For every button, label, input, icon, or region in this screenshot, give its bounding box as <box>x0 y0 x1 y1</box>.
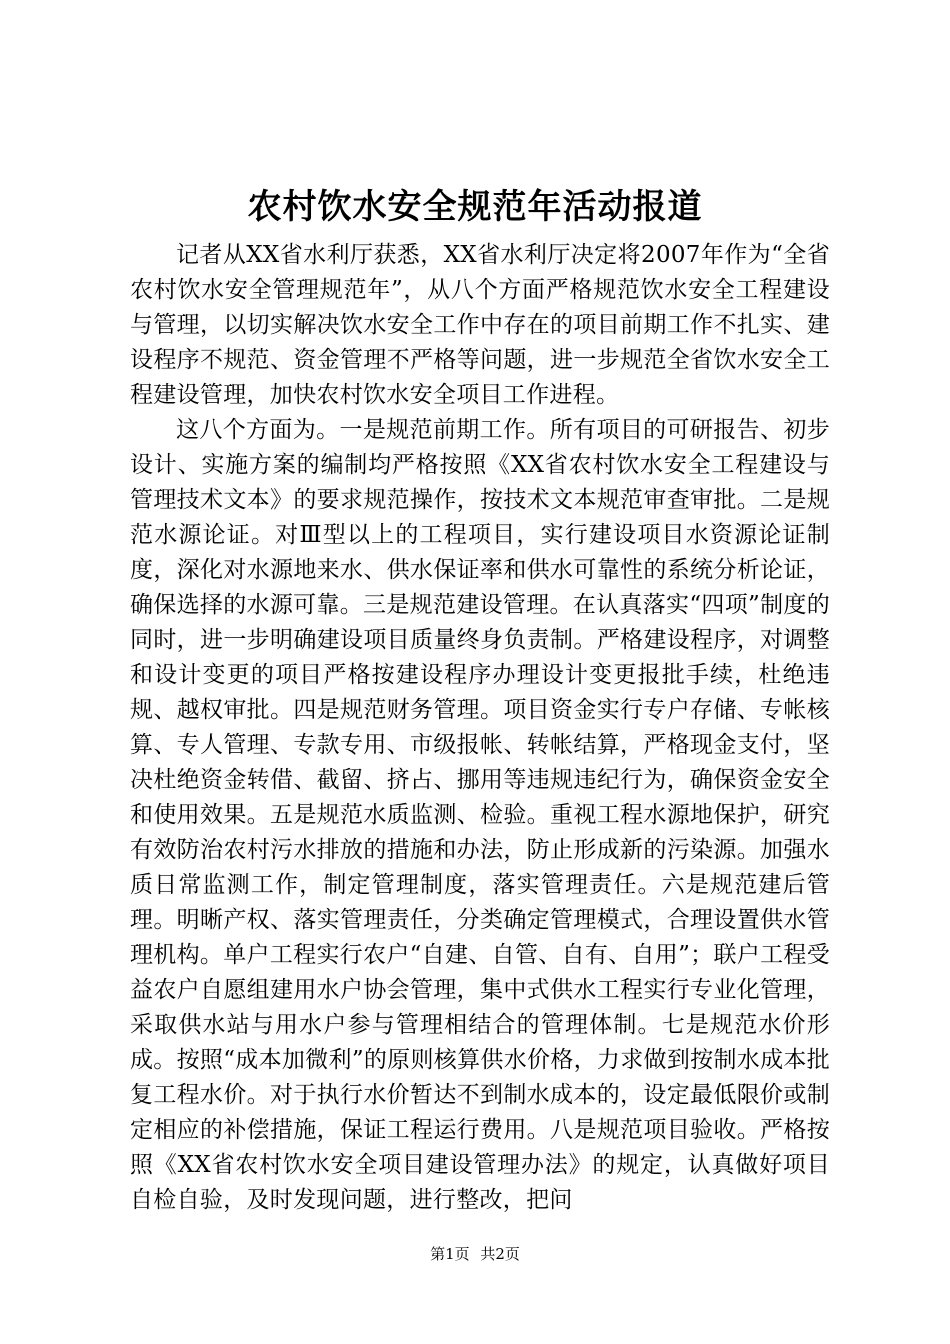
document-body <box>130 238 830 1218</box>
document-title: 农村饮水安全规范年活动报道 <box>247 187 703 227</box>
paragraph-intro: 记者从XX省水利厅获悉，XX省水利厅决定将2007年作为“全省农村饮水安全管理规范年”，从八个方面严格规范饮水安全工程建设与管理，以切实解决饮水安全工作中存在的项目前期工作不扎实、建设程序不规范、资金管理不严格等问题，进一步规范全省饮水安全工程建设管理，加快农村饮水安全项目工作进程。 <box>130 242 830 408</box>
page-number: 第1页 <box>430 1245 470 1263</box>
page-footer <box>0 1243 950 1265</box>
paragraph-eight-aspects: 这八个方面为。一是规范前期工作。所有项目的可研报告、初步设计、实施方案的编制均严格按照《XX省农村饮水安全工程建设与管理技术文本》的要求规范操作，按技术文本规范审查审批。二是规范水源论证。对Ⅲ型以上的工程项目，实行建设项目水资源论证制度，深化对水源地来水、供水保证率和供水可靠性的系统分析论证，确保选择的水源可靠。三是规范建设管理。在认真落实“四项”制度的同时，进一步明确建设项目质量终身负责制。严格建设程序，对调整和设计变更的项目严格按建设程序办理设计变更报批手续，杜绝违规、越权审批。四是规范财务管理。项目资金实行专户存储、专帐核算、专人管理、专款专用、市级报帐、转帐结算，严格现金支付，坚决杜绝资金转借、截留、挤占、挪用等违规违纪行为，确保资金安全和使用效果。五是规范水质监测、检验。重视工程水源地保护，研究有效防治农村污水排放的措施和办法，防止形成新的污染源。加强水质日常监测工作，制定管理制度，落实管理责任。六是规范建后管理。明晰产权、落实管理责任，分类确定管理模式，合理设置供水管理机构。单户工程实行农户“自建、自管、自有、自用”；联户工程受益农户自愿组建用水户协会管理，集中式供水工程实行专业化管理，采取供水站与用水户参与管理相结合的管理体制。七是规范水价形成。按照“成本加微利”的原则核算供水价格，力求做到按制水成本批复工程水价。对于执行水价暂达不到制水成本的，设定最低限价或制定相应的补偿措施，保证工程运行费用。八是规范项目验收。严格按照《XX省农村饮水安全项目建设管理办法》的规定，认真做好项目自检自验，及时发现问题，进行整改，把问 <box>130 417 830 1213</box>
page-total: 共2页 <box>480 1245 520 1263</box>
